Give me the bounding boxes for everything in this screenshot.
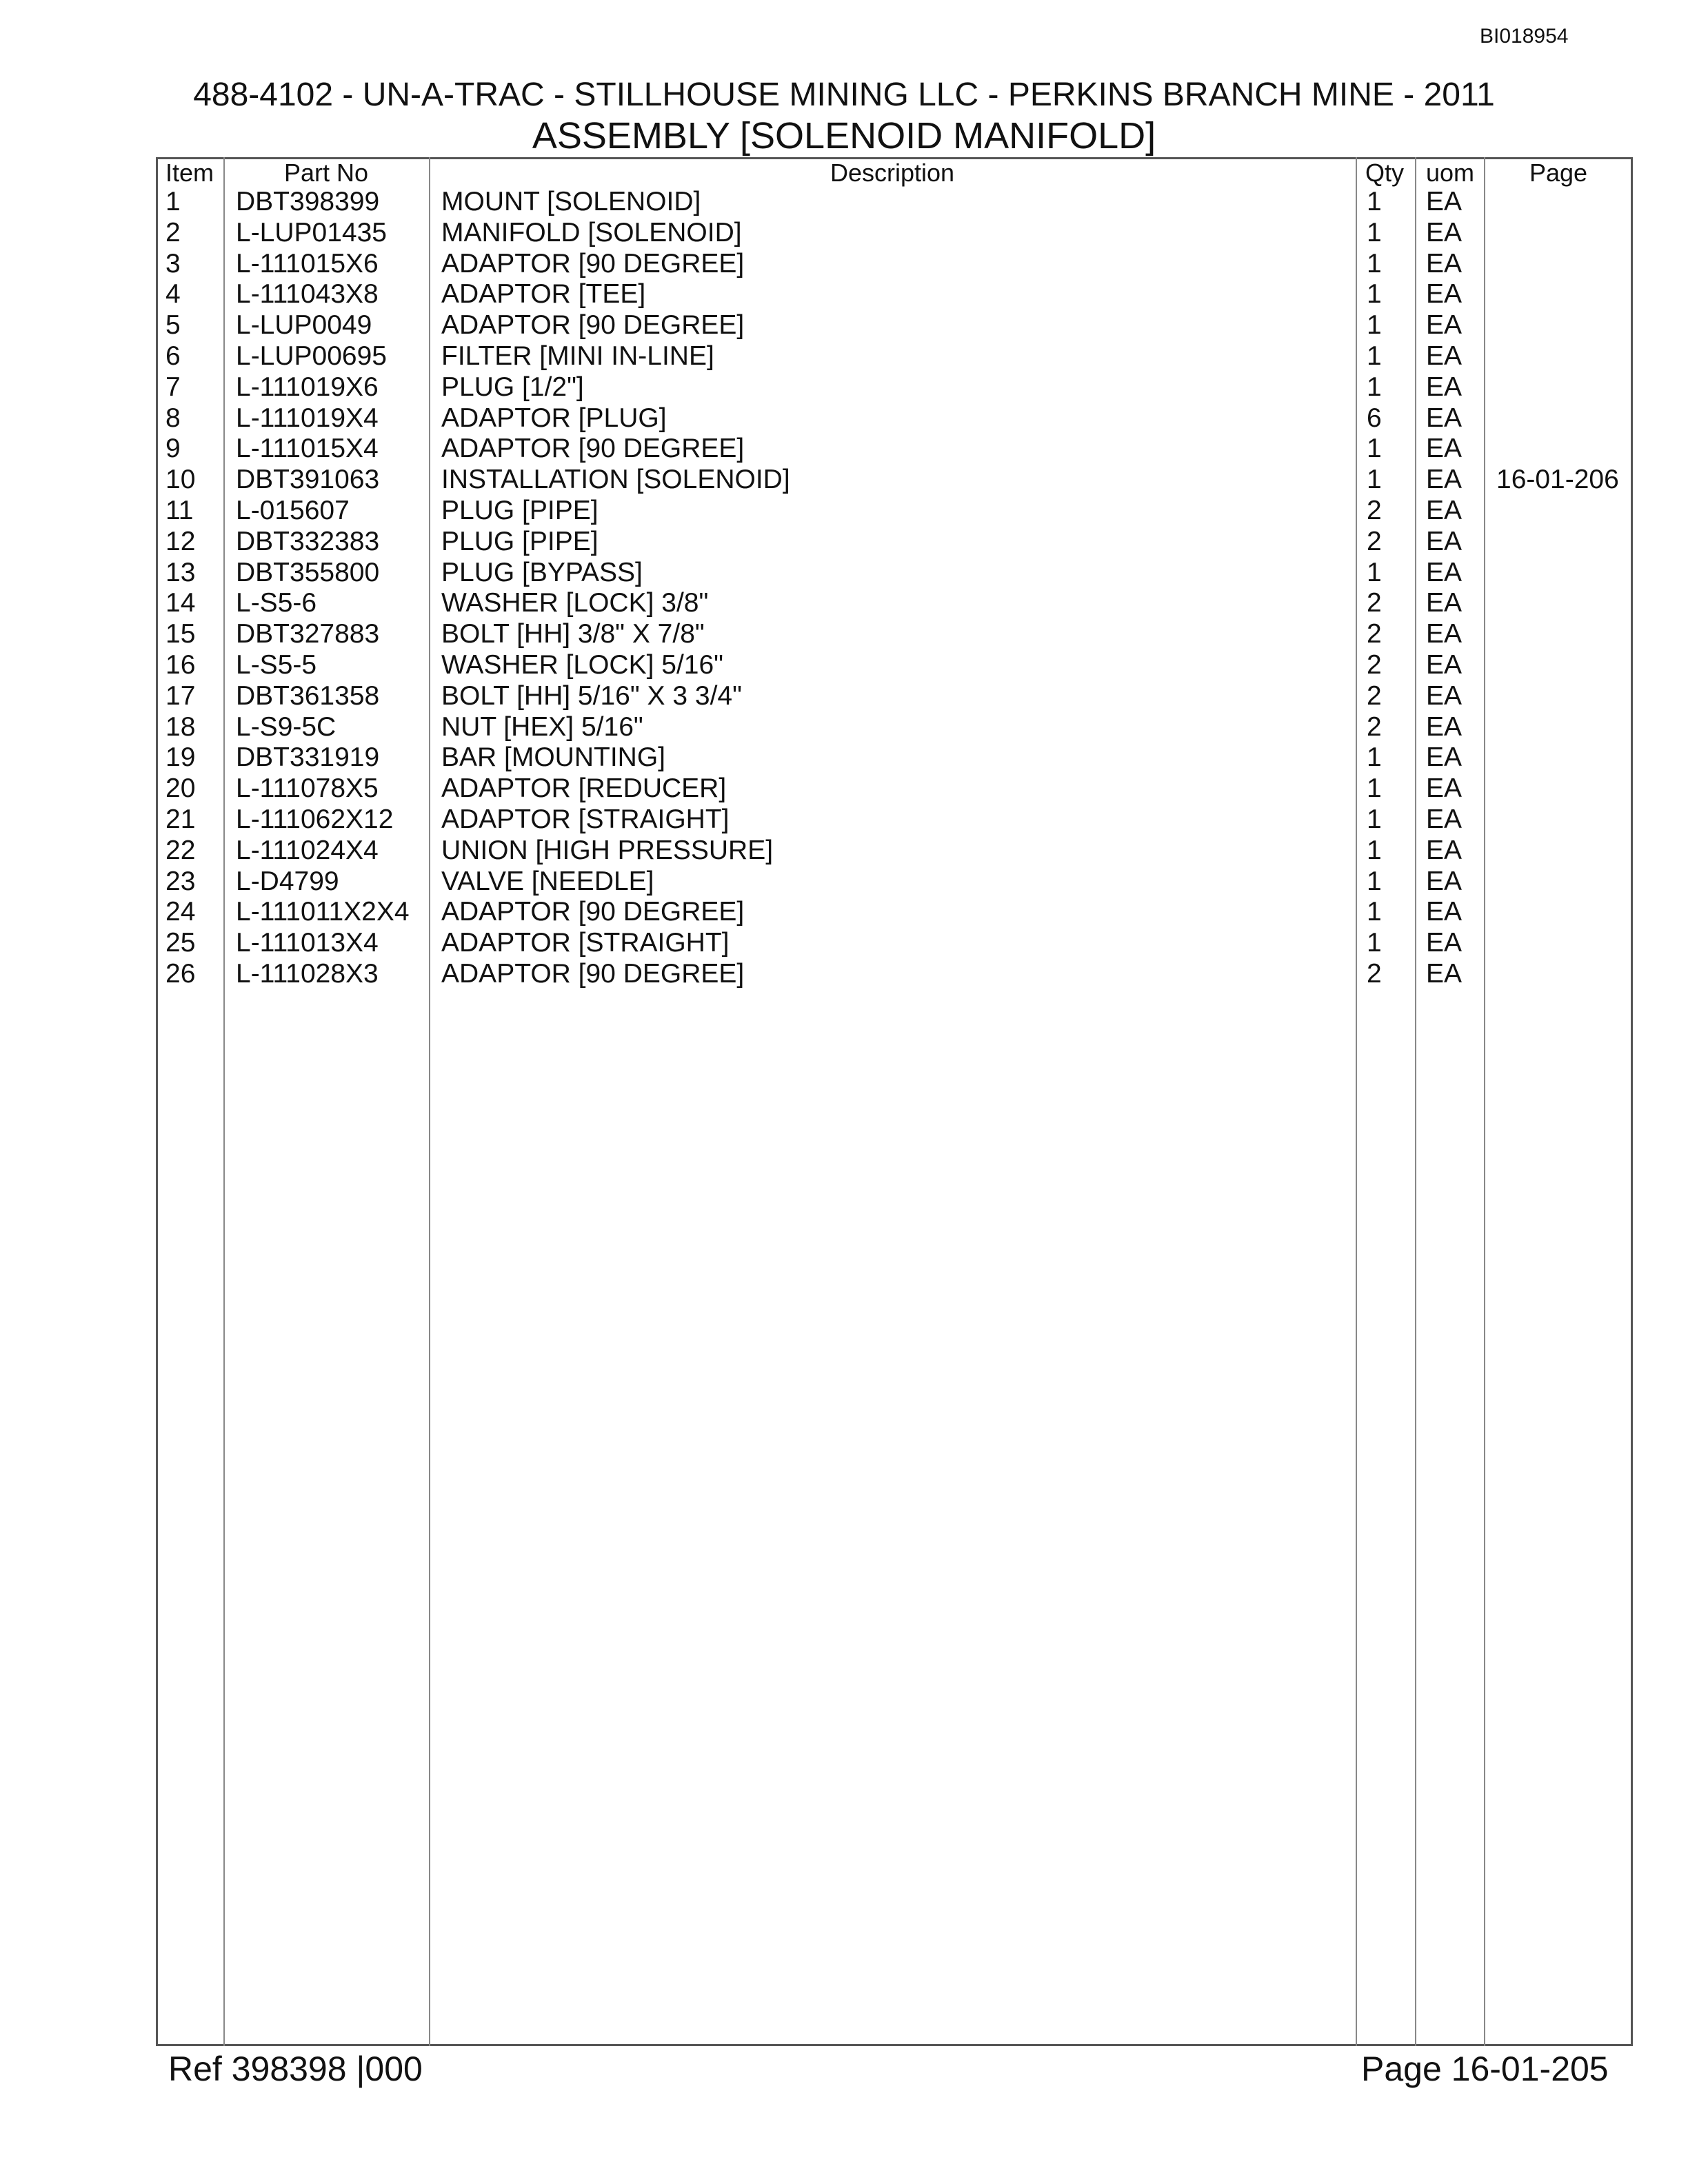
row-qty: 1 bbox=[1367, 434, 1382, 464]
row-part-no: L-LUP00695 bbox=[236, 341, 387, 371]
header-qty: Qty bbox=[1365, 159, 1405, 187]
header-page: Page bbox=[1529, 159, 1588, 187]
row-uom: EA bbox=[1426, 279, 1463, 310]
row-qty: 1 bbox=[1367, 742, 1382, 773]
row-description: BOLT [HH] 5/16" X 3 3/4" bbox=[441, 680, 742, 711]
row-qty: 6 bbox=[1367, 403, 1382, 433]
table-row bbox=[0, 526, 1688, 557]
row-uom: EA bbox=[1426, 928, 1463, 958]
table-row bbox=[0, 433, 1688, 464]
row-item: 11 bbox=[165, 496, 194, 525]
table-row bbox=[0, 464, 1688, 495]
row-part-no: L-111011X2X4 bbox=[236, 897, 410, 927]
row-part-no: L-S5-5 bbox=[236, 650, 317, 680]
row-item: 21 bbox=[165, 805, 196, 834]
row-part-no: DBT327883 bbox=[236, 619, 380, 649]
row-part-no: L-111043X8 bbox=[236, 279, 379, 310]
row-uom: EA bbox=[1426, 650, 1463, 680]
row-description: ADAPTOR [TEE] bbox=[441, 279, 646, 310]
row-description: NUT [HEX] 5/16" bbox=[441, 711, 643, 742]
row-qty: 1 bbox=[1367, 341, 1382, 371]
row-description: PLUG [PIPE] bbox=[441, 526, 599, 556]
row-qty: 2 bbox=[1367, 496, 1382, 525]
row-qty: 2 bbox=[1367, 526, 1382, 556]
row-item: 19 bbox=[165, 742, 196, 773]
header-description: Description bbox=[830, 159, 955, 187]
row-item: 24 bbox=[165, 897, 196, 927]
row-qty: 1 bbox=[1367, 279, 1382, 310]
row-qty: 1 bbox=[1367, 248, 1382, 279]
row-description: INSTALLATION [SOLENOID] bbox=[441, 465, 790, 495]
row-uom: EA bbox=[1426, 805, 1463, 834]
row-part-no: DBT398399 bbox=[236, 187, 380, 216]
row-qty: 1 bbox=[1367, 187, 1382, 216]
row-description: PLUG [BYPASS] bbox=[441, 557, 643, 587]
row-qty: 1 bbox=[1367, 557, 1382, 587]
row-part-no: DBT361358 bbox=[236, 680, 380, 711]
row-qty: 2 bbox=[1367, 680, 1382, 711]
row-item: 15 bbox=[165, 619, 196, 649]
table-row bbox=[0, 804, 1688, 835]
row-part-no: DBT355800 bbox=[236, 557, 380, 587]
footer-reference: Ref 398398 |000 bbox=[168, 2050, 423, 2088]
row-item: 7 bbox=[165, 372, 181, 402]
row-uom: EA bbox=[1426, 217, 1463, 247]
table-row bbox=[0, 618, 1688, 649]
row-description: ADAPTOR [REDUCER] bbox=[441, 774, 727, 804]
row-item: 13 bbox=[165, 557, 196, 587]
row-description: FILTER [MINI IN-LINE] bbox=[441, 341, 714, 371]
row-item: 6 bbox=[165, 341, 181, 371]
row-uom: EA bbox=[1426, 866, 1463, 896]
row-uom: EA bbox=[1426, 742, 1463, 773]
table-row bbox=[0, 186, 1688, 217]
header-uom: uom bbox=[1426, 159, 1475, 187]
table-row bbox=[0, 649, 1688, 680]
row-qty: 2 bbox=[1367, 711, 1382, 742]
table-row bbox=[0, 866, 1688, 897]
table-row bbox=[0, 711, 1688, 742]
row-part-no: DBT332383 bbox=[236, 526, 380, 556]
row-qty: 1 bbox=[1367, 835, 1382, 865]
row-part-no: L-111028X3 bbox=[236, 959, 379, 989]
table-row bbox=[0, 310, 1688, 341]
row-description: ADAPTOR [STRAIGHT] bbox=[441, 928, 730, 958]
row-part-no: L-111062X12 bbox=[236, 805, 394, 834]
table-row bbox=[0, 958, 1688, 989]
row-part-no: L-S5-6 bbox=[236, 588, 317, 618]
row-description: MOUNT [SOLENOID] bbox=[441, 187, 701, 216]
row-qty: 1 bbox=[1367, 805, 1382, 834]
row-page: 16-01-206 bbox=[1496, 465, 1619, 495]
row-qty: 1 bbox=[1367, 217, 1382, 247]
row-uom: EA bbox=[1426, 680, 1463, 711]
row-item: 25 bbox=[165, 928, 196, 958]
header-part-no: Part No bbox=[284, 159, 369, 187]
table-row bbox=[0, 927, 1688, 958]
row-item: 2 bbox=[165, 217, 181, 247]
row-part-no: L-D4799 bbox=[236, 866, 339, 896]
row-description: ADAPTOR [STRAIGHT] bbox=[441, 805, 730, 834]
row-item: 26 bbox=[165, 959, 196, 989]
row-part-no: L-111015X4 bbox=[236, 434, 379, 464]
row-uom: EA bbox=[1426, 835, 1463, 865]
row-uom: EA bbox=[1426, 248, 1463, 279]
row-qty: 1 bbox=[1367, 465, 1382, 495]
table-row bbox=[0, 495, 1688, 526]
row-uom: EA bbox=[1426, 774, 1463, 804]
row-uom: EA bbox=[1426, 711, 1463, 742]
row-description: UNION [HIGH PRESSURE] bbox=[441, 835, 774, 865]
row-description: PLUG [PIPE] bbox=[441, 496, 599, 525]
row-uom: EA bbox=[1426, 496, 1463, 525]
row-description: ADAPTOR [90 DEGREE] bbox=[441, 897, 745, 927]
row-item: 12 bbox=[165, 526, 196, 556]
row-uom: EA bbox=[1426, 557, 1463, 587]
row-item: 1 bbox=[165, 187, 181, 216]
row-description: ADAPTOR [90 DEGREE] bbox=[441, 248, 745, 279]
row-qty: 1 bbox=[1367, 928, 1382, 958]
row-uom: EA bbox=[1426, 187, 1463, 216]
row-description: ADAPTOR [90 DEGREE] bbox=[441, 310, 745, 341]
row-uom: EA bbox=[1426, 434, 1463, 464]
row-description: WASHER [LOCK] 3/8" bbox=[441, 588, 709, 618]
row-uom: EA bbox=[1426, 403, 1463, 433]
row-item: 4 bbox=[165, 279, 181, 310]
row-uom: EA bbox=[1426, 897, 1463, 927]
table-row bbox=[0, 217, 1688, 248]
row-item: 8 bbox=[165, 403, 181, 433]
row-qty: 1 bbox=[1367, 866, 1382, 896]
row-qty: 2 bbox=[1367, 959, 1382, 989]
row-description: ADAPTOR [90 DEGREE] bbox=[441, 434, 745, 464]
row-description: ADAPTOR [90 DEGREE] bbox=[441, 959, 745, 989]
row-qty: 2 bbox=[1367, 650, 1382, 680]
row-item: 10 bbox=[165, 465, 196, 495]
row-part-no: L-111013X4 bbox=[236, 928, 379, 958]
table-row bbox=[0, 341, 1688, 372]
page-title: 488-4102 - UN-A-TRAC - STILLHOUSE MINING LLC - PERKINS BRANCH MINE - 2011 bbox=[193, 77, 1495, 113]
row-uom: EA bbox=[1426, 465, 1463, 495]
row-description: VALVE [NEEDLE] bbox=[441, 866, 654, 896]
row-qty: 2 bbox=[1367, 619, 1382, 649]
row-qty: 1 bbox=[1367, 897, 1382, 927]
table-row bbox=[0, 742, 1688, 773]
row-part-no: L-015607 bbox=[236, 496, 350, 525]
table-row bbox=[0, 557, 1688, 588]
row-item: 17 bbox=[165, 680, 196, 711]
assembly-title: ASSEMBLY [SOLENOID MANIFOLD] bbox=[532, 115, 1156, 156]
table-row bbox=[0, 248, 1688, 279]
row-uom: EA bbox=[1426, 526, 1463, 556]
table-header bbox=[0, 157, 1688, 188]
row-description: BAR [MOUNTING] bbox=[441, 742, 666, 773]
row-part-no: DBT391063 bbox=[236, 465, 380, 495]
row-uom: EA bbox=[1426, 619, 1463, 649]
row-part-no: L-111019X4 bbox=[236, 403, 379, 433]
row-description: PLUG [1/2"] bbox=[441, 372, 584, 402]
row-item: 22 bbox=[165, 835, 196, 865]
table-row bbox=[0, 773, 1688, 804]
row-qty: 1 bbox=[1367, 774, 1382, 804]
table-row bbox=[0, 279, 1688, 310]
row-description: WASHER [LOCK] 5/16" bbox=[441, 650, 724, 680]
table-row bbox=[0, 372, 1688, 403]
row-uom: EA bbox=[1426, 310, 1463, 341]
footer-page-number: Page 16-01-205 bbox=[1361, 2050, 1609, 2088]
row-qty: 1 bbox=[1367, 310, 1382, 341]
row-item: 20 bbox=[165, 774, 196, 804]
row-qty: 2 bbox=[1367, 588, 1382, 618]
row-description: BOLT [HH] 3/8" X 7/8" bbox=[441, 619, 705, 649]
table-row bbox=[0, 403, 1688, 434]
row-item: 18 bbox=[165, 711, 196, 742]
row-part-no: DBT331919 bbox=[236, 742, 380, 773]
row-part-no: L-111078X5 bbox=[236, 774, 379, 804]
table-row bbox=[0, 896, 1688, 927]
row-item: 14 bbox=[165, 588, 196, 618]
row-part-no: L-LUP0049 bbox=[236, 310, 372, 341]
row-uom: EA bbox=[1426, 341, 1463, 371]
row-uom: EA bbox=[1426, 959, 1463, 989]
row-item: 5 bbox=[165, 310, 181, 341]
table-row bbox=[0, 587, 1688, 618]
row-part-no: L-111024X4 bbox=[236, 835, 379, 865]
table-row bbox=[0, 835, 1688, 866]
row-item: 3 bbox=[165, 248, 181, 279]
row-uom: EA bbox=[1426, 588, 1463, 618]
row-part-no: L-111019X6 bbox=[236, 372, 379, 402]
row-item: 23 bbox=[165, 866, 196, 896]
row-part-no: L-111015X6 bbox=[236, 248, 379, 279]
header-item: Item bbox=[165, 159, 214, 187]
row-item: 16 bbox=[165, 650, 196, 680]
row-part-no: L-S9-5C bbox=[236, 711, 336, 742]
row-description: ADAPTOR [PLUG] bbox=[441, 403, 667, 433]
row-description: MANIFOLD [SOLENOID] bbox=[441, 217, 742, 247]
row-item: 9 bbox=[165, 434, 181, 464]
row-qty: 1 bbox=[1367, 372, 1382, 402]
document-id: BI018954 bbox=[1480, 25, 1569, 48]
row-part-no: L-LUP01435 bbox=[236, 217, 387, 247]
row-uom: EA bbox=[1426, 372, 1463, 402]
table-row bbox=[0, 680, 1688, 711]
